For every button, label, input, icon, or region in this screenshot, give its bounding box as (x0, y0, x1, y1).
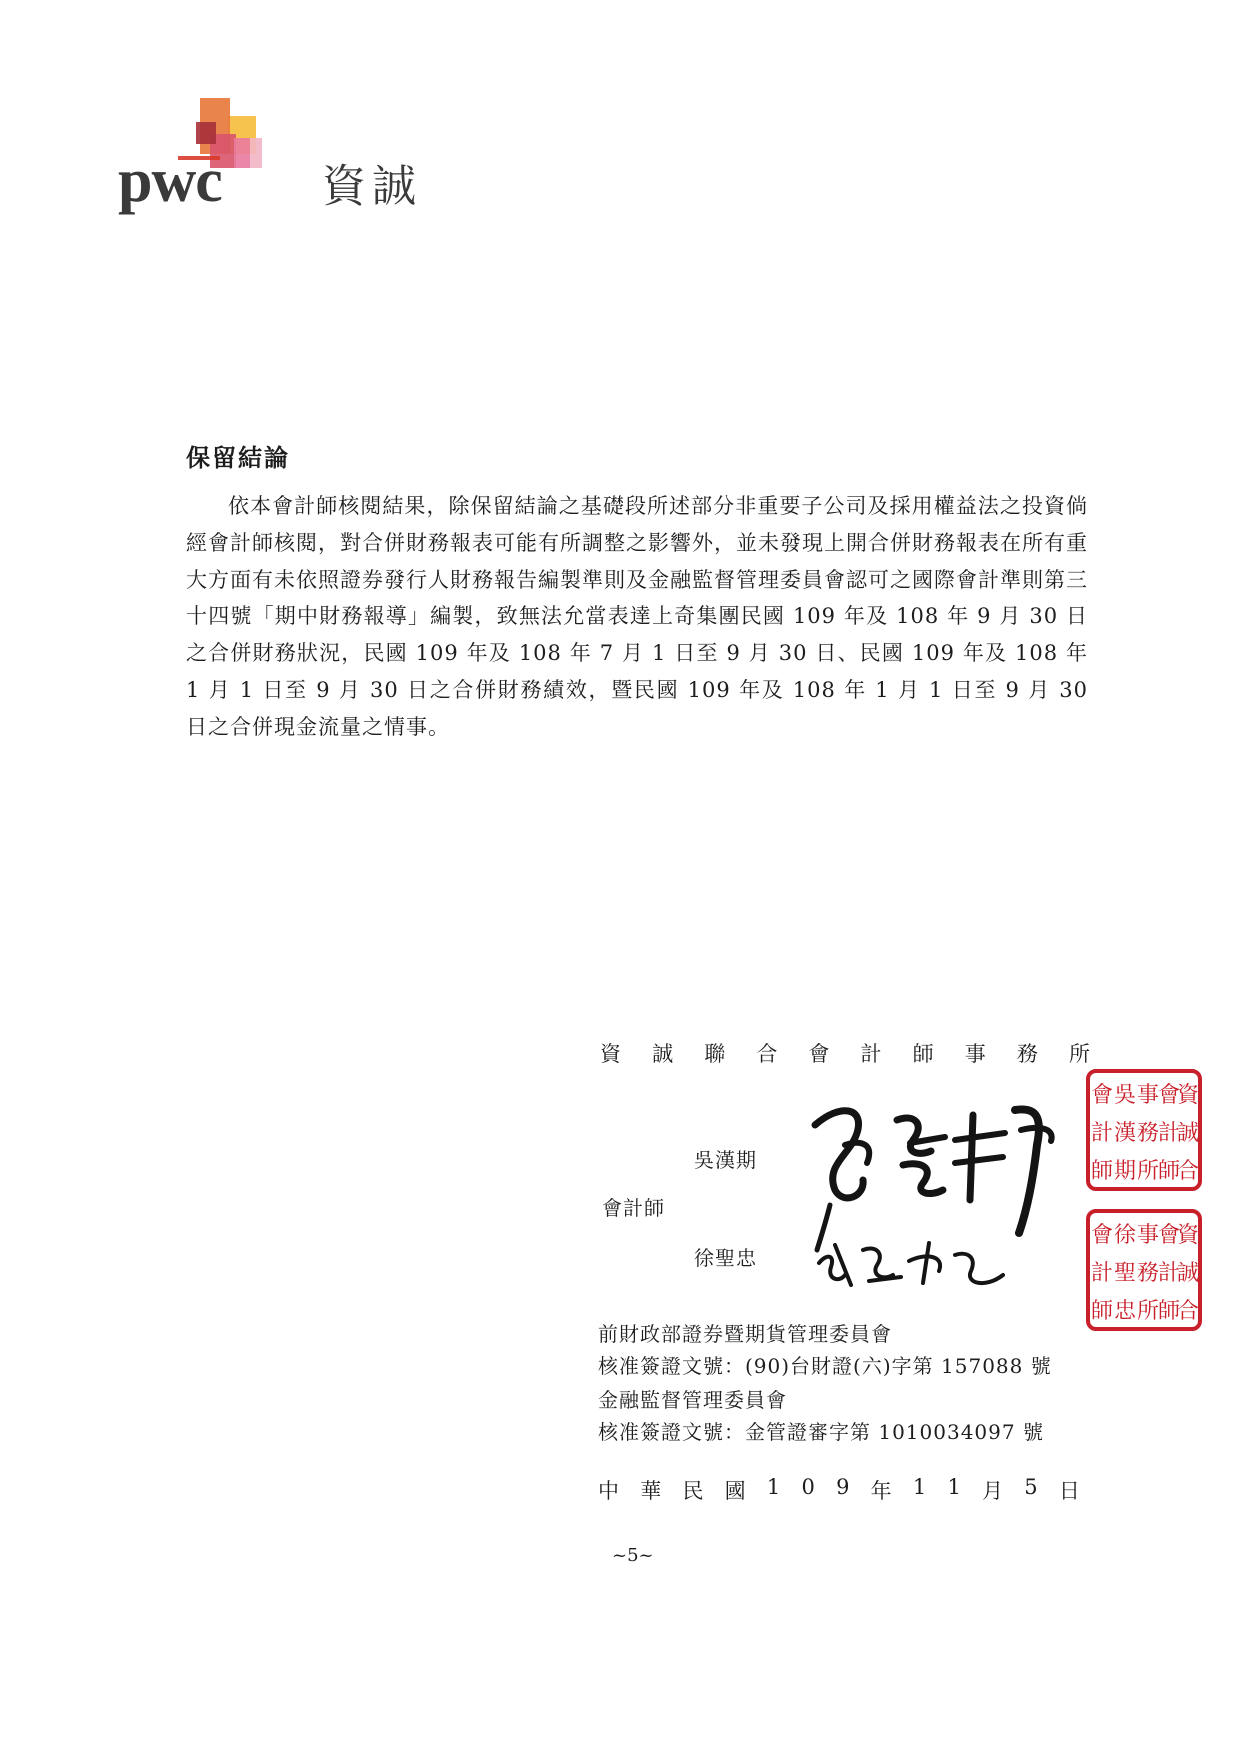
date-char: 9 (836, 1475, 850, 1499)
svg-text:會: 會 (1157, 1083, 1181, 1108)
date-char: 日 (1058, 1479, 1080, 1503)
report-date (598, 1475, 1080, 1505)
svg-text:忠: 忠 (1113, 1299, 1137, 1324)
logo-wordmark: pwc (118, 147, 222, 215)
svg-text:事: 事 (1136, 1223, 1160, 1248)
cpa-label: 會計師 (602, 1196, 665, 1220)
date-char: 1 (947, 1475, 961, 1499)
cpa-name-wu: 吳漢期 (694, 1148, 757, 1172)
svg-text:計: 計 (1090, 1261, 1114, 1286)
svg-text:計: 計 (1157, 1121, 1181, 1146)
svg-text:師: 師 (1157, 1159, 1181, 1184)
logo-block-light-pink (250, 138, 262, 168)
date-char: 華 (640, 1479, 662, 1503)
svg-text:誠: 誠 (1176, 1261, 1200, 1286)
svg-text:計: 計 (1157, 1261, 1181, 1286)
firm-name-char: 所 (1068, 1042, 1090, 1066)
svg-text:師: 師 (1157, 1299, 1181, 1324)
firm-name-char: 誠 (652, 1042, 674, 1066)
firm-name-char: 資 (600, 1042, 621, 1066)
date-char: 1 (766, 1475, 781, 1499)
conclusion-paragraph: 依本會計師核閱結果，除保留結論之基礎段所述部分非重要子公司及採用權益法之投資倘經會計師核閱，對合併財務報表可能有所調整之影響外，並未發現上開合併財務報表在所有重大方面有未依照證券發行人財務報告編製準則及金融監督管理委員會認可之國際會計準則第三十四號「期中財務報導」編製，致無法允當表達上奇集團民國 109 年及 108 年 9 月 30 日之合併財務狀況，民國 109 年及 108 年 7 月 1 日至 9 月 30 日、民國 109 年及 108 年 1 月 1 日至 9 月 30 日之合併財務績效，暨民國 109 年及 108 年 1 月 1 日至 9 月 30 日之合併現金流量之情事。 (186, 494, 1088, 739)
firm-name-char: 計 (860, 1042, 882, 1066)
firm-name-char: 會 (808, 1042, 830, 1066)
svg-text:會: 會 (1157, 1223, 1181, 1248)
svg-text:資: 資 (1176, 1083, 1200, 1108)
cpa-name-hsu: 徐聖忠 (694, 1246, 757, 1270)
svg-text:務: 務 (1136, 1121, 1160, 1146)
svg-text:所: 所 (1136, 1159, 1160, 1184)
date-char: 中 (598, 1479, 619, 1503)
svg-text:漢: 漢 (1113, 1121, 1137, 1146)
svg-text:所: 所 (1136, 1299, 1160, 1324)
svg-text:誠: 誠 (1176, 1121, 1200, 1146)
cpa-seal-wu-icon (1085, 1068, 1203, 1192)
firm-name-char: 事 (964, 1042, 986, 1066)
approval-number-1: 核准簽證文號：(90)台財證(六)字第 157088 號 (598, 1354, 1052, 1378)
logo-block-pink (234, 138, 250, 168)
svg-text:合: 合 (1176, 1159, 1200, 1184)
firm-name-char: 師 (912, 1042, 934, 1066)
svg-text:會: 會 (1090, 1223, 1114, 1248)
svg-text:事: 事 (1136, 1083, 1160, 1108)
date-char: 年 (870, 1479, 892, 1503)
svg-text:會: 會 (1090, 1083, 1114, 1108)
svg-text:期: 期 (1113, 1159, 1137, 1184)
logo-chinese-name: 資誠 (322, 161, 422, 212)
svg-text:合: 合 (1176, 1299, 1200, 1324)
handwritten-signatures (805, 1085, 1075, 1300)
firm-name-char: 聯 (704, 1042, 726, 1066)
cpa-seal-hsu-icon (1085, 1208, 1203, 1332)
section-heading: 保留結論 (186, 444, 290, 472)
approval-number-2: 核准簽證文號：金管證審字第 1010034097 號 (598, 1420, 1044, 1444)
date-char: 民 (682, 1479, 704, 1503)
svg-text:徐: 徐 (1113, 1223, 1137, 1248)
svg-text:師: 師 (1090, 1299, 1114, 1324)
svg-text:務: 務 (1136, 1261, 1160, 1286)
logo-block-maroon (196, 122, 216, 144)
date-char: 國 (724, 1479, 746, 1503)
page-number: ~5~ (612, 1545, 654, 1566)
approval-authority-1: 前財政部證券暨期貨管理委員會 (598, 1322, 892, 1346)
approval-authority-2: 金融監督管理委員會 (598, 1388, 787, 1412)
firm-name (600, 1038, 1090, 1068)
svg-text:吳: 吳 (1113, 1083, 1137, 1108)
date-char: 5 (1024, 1475, 1038, 1499)
firm-name-char: 務 (1016, 1042, 1038, 1066)
svg-text:資: 資 (1176, 1223, 1200, 1248)
firm-name-char: 合 (756, 1042, 778, 1066)
date-char: 月 (982, 1479, 1004, 1503)
date-char: 1 (912, 1475, 927, 1499)
date-char: 0 (801, 1475, 815, 1499)
svg-text:聖: 聖 (1113, 1261, 1137, 1286)
svg-text:師: 師 (1090, 1159, 1114, 1184)
svg-text:計: 計 (1090, 1121, 1114, 1146)
